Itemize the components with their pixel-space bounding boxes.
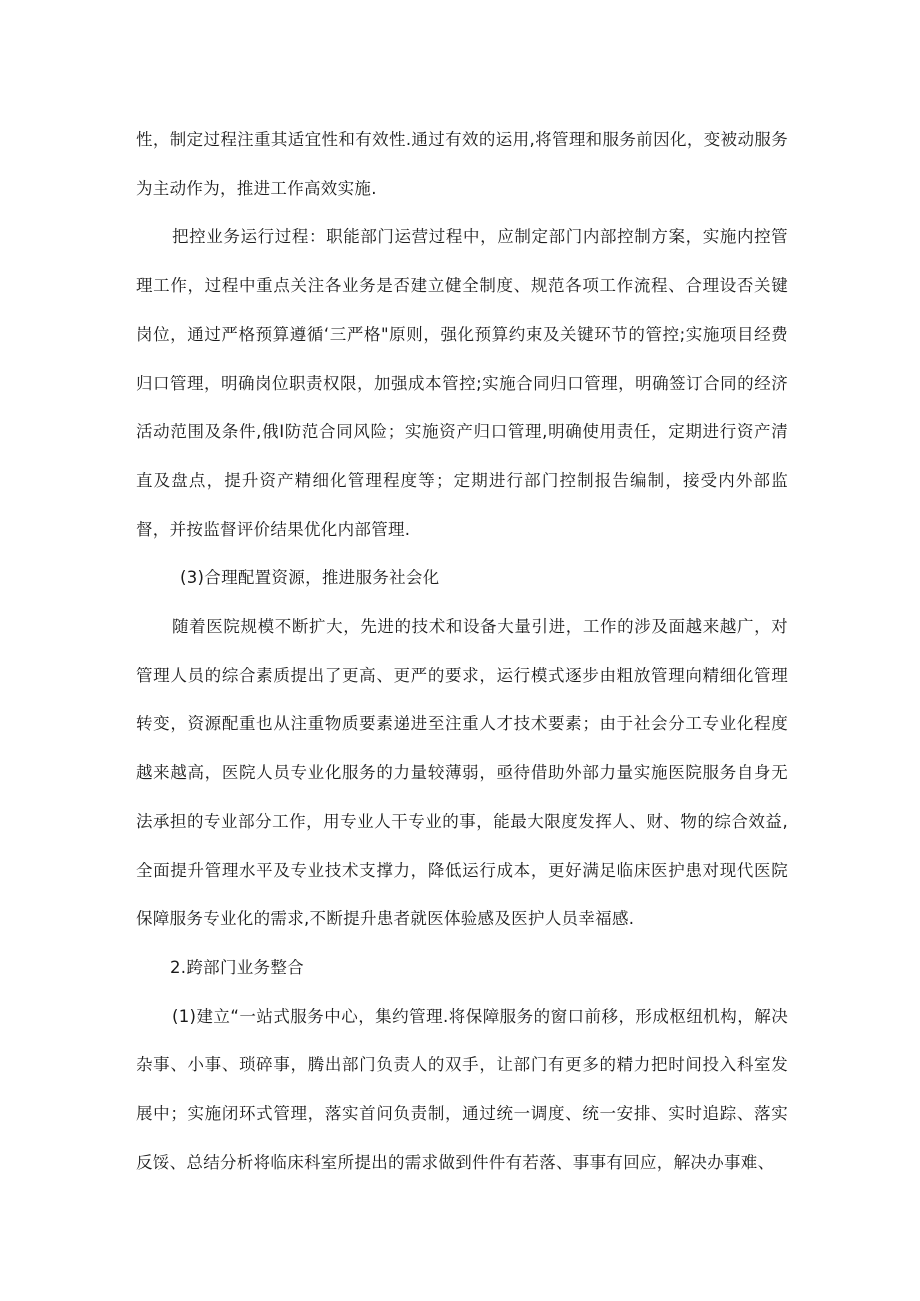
document-body xyxy=(136,116,788,1187)
paragraph-one-stop-service: (1)建立“一站式服务中心，集约管理.将保障服务的窗口前移，形成枢纽机构，解决杂事、小事、琐碎事，腾出部门负责人的双手，让部门有更多的精力把时间投入科室发展中；实施闭环式管理，落实首问负责制，通过统一调度、统一安排、实时追踪、落实反馁、总结分析将临床科室所提出的需求做到件件有若落、事事有回应，解决办事难、 xyxy=(136,1006,788,1172)
section-heading-cross-department: 2.跨部门业务整合 xyxy=(170,957,304,977)
paragraph-service-socialization: 随着医院规模不断扩大，先进的技术和设备大量引进，工作的涉及面越来越广，对管理人员的综合素质提出了更高、更严的要求，运行模式逐步由粗放管理向精细化管理转变，资源配重也从注重物质要素递进至注重人才技术要素；由于社会分工专业化程度越来越高，医院人员专业化服务的力量较薄弱，亟待借助外部力量实施医院服务自身无法承担的专业部分工作，用专业人干专业的事，能最大限度发挥人、财、物的综合效益,全面提升管理水平及专业技术支撑力，降低运行成本，更好满足临床医护患对现代医院保障服务专业化的需求,不断提升患者就医体验感及医护人员幸福感. xyxy=(136,617,788,929)
paragraph-continuation: 性，制定过程注重其适宜性和有效性.通过有效的运用,将管理和服务前因化，变被动服务为主动作为，推进工作高效实施. xyxy=(136,130,788,198)
paragraph-business-process-control: 把控业务运行过程：职能部门运营过程中，应制定部门内部控制方案，实施内控管理工作，过程中重点关注各业务是否建立健全制度、规范各项工作流程、合理设否关键岗位，通过严格预算遵循‘三严格"原则，强化预算约束及关键环节的管控;实施项目经费归口管理，明确岗位职责权限，加强成本管控;实施合同归口管理，明确签订合同的经济活动范围及条件,俄Ⅰ防范合同风险；实施资产归口管理,明确使用责任，定期进行资产清直及盘点，提升资产精细化管理程度等；定期进行部门控制报告编制，接受内外部监督，并按监督评价结果优化内部管理. xyxy=(136,227,788,539)
section-heading-resource-allocation: (3)合理配置资源，推进服务社会化 xyxy=(180,568,440,588)
